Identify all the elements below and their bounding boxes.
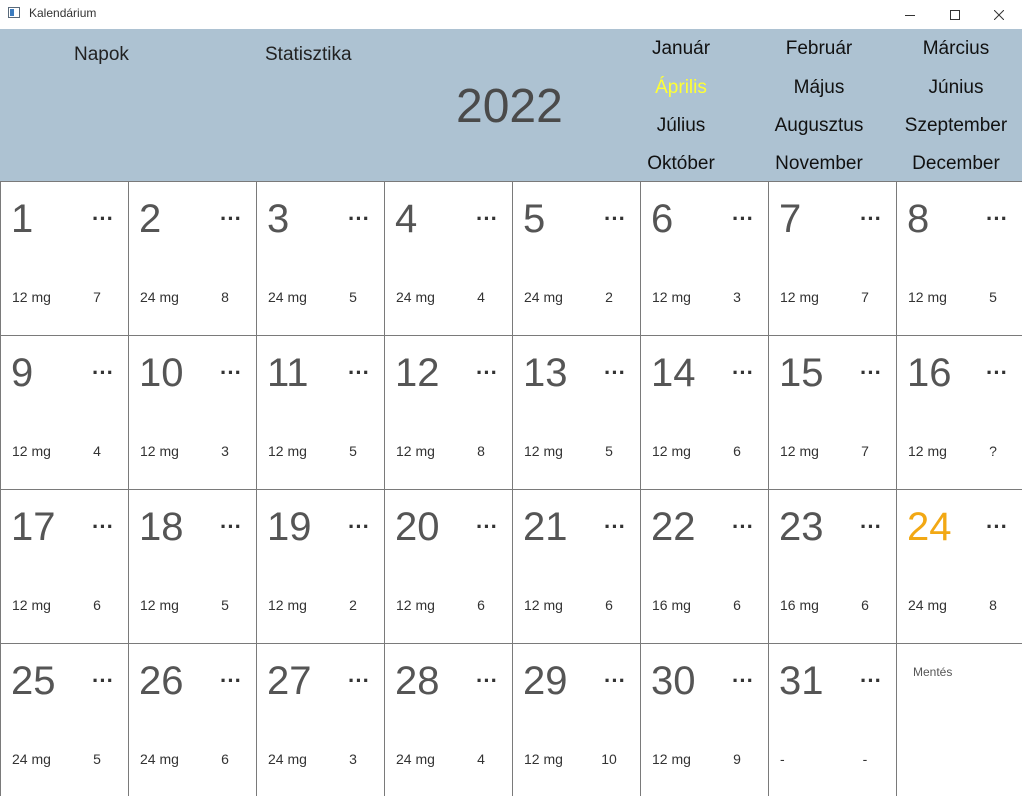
count-value: 5 <box>93 751 101 767</box>
day-number: 5 <box>523 197 546 241</box>
count-value: 4 <box>93 443 101 459</box>
day-number: 17 <box>11 505 56 549</box>
day-number: 6 <box>651 197 674 241</box>
count-value: 6 <box>221 751 229 767</box>
dose-value: 24 mg <box>396 751 435 767</box>
day-number: 18 <box>139 505 184 549</box>
month-5[interactable]: Május <box>793 77 845 98</box>
more-options-button[interactable]: ··· <box>986 360 1008 385</box>
month-10[interactable]: Október <box>647 153 715 174</box>
month-11[interactable]: November <box>775 153 863 174</box>
count-value: 4 <box>477 289 485 305</box>
day-cell[interactable] <box>512 335 640 489</box>
day-cell[interactable] <box>256 643 384 796</box>
day-cell[interactable] <box>768 181 896 335</box>
day-cell[interactable] <box>256 335 384 489</box>
dose-value: 12 mg <box>908 289 947 305</box>
month-1[interactable]: Január <box>651 38 711 59</box>
count-value: 2 <box>349 597 357 613</box>
day-number: 13 <box>523 351 568 395</box>
day-number: 15 <box>779 351 824 395</box>
more-options-button[interactable]: ··· <box>92 206 114 231</box>
dose-value: 24 mg <box>140 751 179 767</box>
dose-value: 24 mg <box>268 289 307 305</box>
day-number: 31 <box>779 659 824 703</box>
day-cell[interactable] <box>896 335 1022 489</box>
count-value: 8 <box>989 597 997 613</box>
day-cell[interactable] <box>256 181 384 335</box>
more-options-button[interactable]: ··· <box>732 514 754 539</box>
dose-value: 12 mg <box>524 597 563 613</box>
dose-value: 12 mg <box>524 751 563 767</box>
day-number: 7 <box>779 197 802 241</box>
more-options-button[interactable]: ··· <box>476 668 498 693</box>
dose-value: 24 mg <box>524 289 563 305</box>
count-value: 5 <box>349 443 357 459</box>
day-cell[interactable] <box>384 489 512 643</box>
day-cell[interactable] <box>512 489 640 643</box>
save-button[interactable]: Mentés <box>913 665 953 679</box>
dose-value: 24 mg <box>140 289 179 305</box>
count-value: 7 <box>861 289 869 305</box>
dose-value: 12 mg <box>652 443 691 459</box>
month-4[interactable]: Április <box>655 77 707 98</box>
day-number: 30 <box>651 659 696 703</box>
more-options-button[interactable]: ··· <box>604 360 626 385</box>
count-value: 6 <box>733 443 741 459</box>
day-cell[interactable] <box>512 181 640 335</box>
day-cell[interactable] <box>0 335 128 489</box>
more-options-button[interactable]: ··· <box>604 514 626 539</box>
day-cell[interactable] <box>896 489 1022 643</box>
nav-days-link[interactable]: Napok <box>74 44 129 65</box>
month-7[interactable]: Július <box>656 115 706 136</box>
dose-value: 12 mg <box>780 289 819 305</box>
dose-value: 12 mg <box>652 751 691 767</box>
dose-value: 12 mg <box>652 289 691 305</box>
dose-value: 24 mg <box>12 751 51 767</box>
day-number: 3 <box>267 197 290 241</box>
more-options-button[interactable]: ··· <box>220 668 242 693</box>
month-2[interactable]: Február <box>785 38 853 59</box>
day-number: 29 <box>523 659 568 703</box>
window-title: Kalendárium <box>29 6 97 20</box>
day-number: 12 <box>395 351 440 395</box>
count-value: 6 <box>605 597 613 613</box>
day-cell[interactable] <box>128 489 256 643</box>
day-cell[interactable] <box>384 643 512 796</box>
dose-value: 16 mg <box>780 597 819 613</box>
count-value: 8 <box>221 289 229 305</box>
day-number: 1 <box>11 197 34 241</box>
count-value: 3 <box>221 443 229 459</box>
count-value: 6 <box>733 597 741 613</box>
day-number: 2 <box>139 197 162 241</box>
minimize-icon <box>905 10 915 20</box>
more-options-button[interactable]: ··· <box>476 206 498 231</box>
more-options-button[interactable]: ··· <box>92 514 114 539</box>
more-options-button[interactable]: ··· <box>860 360 882 385</box>
more-options-button[interactable]: ··· <box>348 668 370 693</box>
month-6[interactable]: Június <box>928 77 984 98</box>
more-options-button[interactable]: ··· <box>476 514 498 539</box>
dose-value: - <box>780 751 785 767</box>
dose-value: 12 mg <box>268 597 307 613</box>
dose-value: 16 mg <box>652 597 691 613</box>
more-options-button[interactable]: ··· <box>348 514 370 539</box>
day-cell[interactable] <box>768 489 896 643</box>
title-bar <box>0 0 1022 29</box>
nav-statistics-link[interactable]: Statisztika <box>265 44 352 65</box>
count-value: 5 <box>349 289 357 305</box>
year-label: 2022 <box>456 80 563 133</box>
more-options-button[interactable]: ··· <box>732 206 754 231</box>
more-options-button[interactable]: ··· <box>220 514 242 539</box>
count-value: 6 <box>93 597 101 613</box>
day-number: 19 <box>267 505 312 549</box>
count-value: 9 <box>733 751 741 767</box>
day-cell[interactable] <box>0 489 128 643</box>
day-number: 22 <box>651 505 696 549</box>
dose-value: 12 mg <box>140 443 179 459</box>
day-number: 16 <box>907 351 952 395</box>
count-value: 5 <box>989 289 997 305</box>
dose-value: 12 mg <box>908 443 947 459</box>
more-options-button[interactable]: ··· <box>604 206 626 231</box>
day-number: 8 <box>907 197 930 241</box>
dose-value: 12 mg <box>780 443 819 459</box>
dose-value: 12 mg <box>396 443 435 459</box>
month-9[interactable]: Szeptember <box>904 115 1008 136</box>
day-cell[interactable] <box>768 643 896 796</box>
count-value: 5 <box>605 443 613 459</box>
dose-value: 24 mg <box>908 597 947 613</box>
day-cell[interactable] <box>0 181 128 335</box>
more-options-button[interactable]: ··· <box>604 668 626 693</box>
dose-value: 12 mg <box>12 289 51 305</box>
day-cell[interactable] <box>640 181 768 335</box>
maximize-button[interactable] <box>932 0 978 29</box>
day-cell[interactable] <box>512 643 640 796</box>
day-cell[interactable] <box>0 643 128 796</box>
dose-value: 12 mg <box>12 597 51 613</box>
count-value: 5 <box>221 597 229 613</box>
day-number: 24 <box>907 505 952 549</box>
more-options-button[interactable]: ··· <box>986 514 1008 539</box>
more-options-button[interactable]: ··· <box>348 206 370 231</box>
close-icon <box>994 10 1004 20</box>
maximize-icon <box>950 10 960 20</box>
day-number: 23 <box>779 505 824 549</box>
day-number: 21 <box>523 505 568 549</box>
day-cell[interactable] <box>768 335 896 489</box>
day-number: 14 <box>651 351 696 395</box>
more-options-button[interactable]: ··· <box>860 206 882 231</box>
day-cell[interactable] <box>256 489 384 643</box>
count-value: 7 <box>93 289 101 305</box>
header-panel <box>0 29 1022 181</box>
close-button[interactable] <box>976 0 1022 29</box>
more-options-button[interactable]: ··· <box>348 360 370 385</box>
more-options-button[interactable]: ··· <box>986 206 1008 231</box>
month-3[interactable]: Március <box>922 38 990 59</box>
day-cell[interactable] <box>640 489 768 643</box>
count-value: 10 <box>601 751 617 767</box>
dose-value: 12 mg <box>12 443 51 459</box>
dose-value: 24 mg <box>268 751 307 767</box>
dose-value: 12 mg <box>396 597 435 613</box>
count-value: 8 <box>477 443 485 459</box>
app-window-icon <box>8 7 20 18</box>
count-value: 6 <box>861 597 869 613</box>
count-value: 3 <box>349 751 357 767</box>
calendar-grid <box>0 181 1022 796</box>
day-number: 20 <box>395 505 440 549</box>
month-8[interactable]: Augusztus <box>774 115 864 136</box>
day-cell[interactable] <box>896 181 1022 335</box>
day-number: 10 <box>139 351 184 395</box>
dose-value: 12 mg <box>140 597 179 613</box>
day-number: 25 <box>11 659 56 703</box>
dose-value: 12 mg <box>524 443 563 459</box>
count-value: 6 <box>477 597 485 613</box>
more-options-button[interactable]: ··· <box>860 668 882 693</box>
day-cell[interactable] <box>128 181 256 335</box>
count-value: - <box>862 751 868 767</box>
day-cell[interactable] <box>128 643 256 796</box>
save-cell <box>896 643 1022 796</box>
dose-value: 12 mg <box>268 443 307 459</box>
day-number: 9 <box>11 351 34 395</box>
count-value: 3 <box>733 289 741 305</box>
more-options-button[interactable]: ··· <box>92 360 114 385</box>
dose-value: 24 mg <box>396 289 435 305</box>
more-options-button[interactable]: ··· <box>476 360 498 385</box>
more-options-button[interactable]: ··· <box>92 668 114 693</box>
count-value: ? <box>989 443 997 459</box>
day-number: 27 <box>267 659 312 703</box>
minimize-button[interactable] <box>887 0 933 29</box>
more-options-button[interactable]: ··· <box>860 514 882 539</box>
month-12[interactable]: December <box>912 153 1000 174</box>
day-cell[interactable] <box>640 643 768 796</box>
day-cell[interactable] <box>640 335 768 489</box>
count-value: 2 <box>605 289 613 305</box>
more-options-button[interactable]: ··· <box>732 668 754 693</box>
day-number: 26 <box>139 659 184 703</box>
day-number: 28 <box>395 659 440 703</box>
day-number: 4 <box>395 197 418 241</box>
day-cell[interactable] <box>384 181 512 335</box>
count-value: 4 <box>477 751 485 767</box>
day-cell[interactable] <box>128 335 256 489</box>
more-options-button[interactable]: ··· <box>732 360 754 385</box>
more-options-button[interactable]: ··· <box>220 206 242 231</box>
more-options-button[interactable]: ··· <box>220 360 242 385</box>
day-cell[interactable] <box>384 335 512 489</box>
count-value: 7 <box>861 443 869 459</box>
day-number: 11 <box>267 351 309 395</box>
